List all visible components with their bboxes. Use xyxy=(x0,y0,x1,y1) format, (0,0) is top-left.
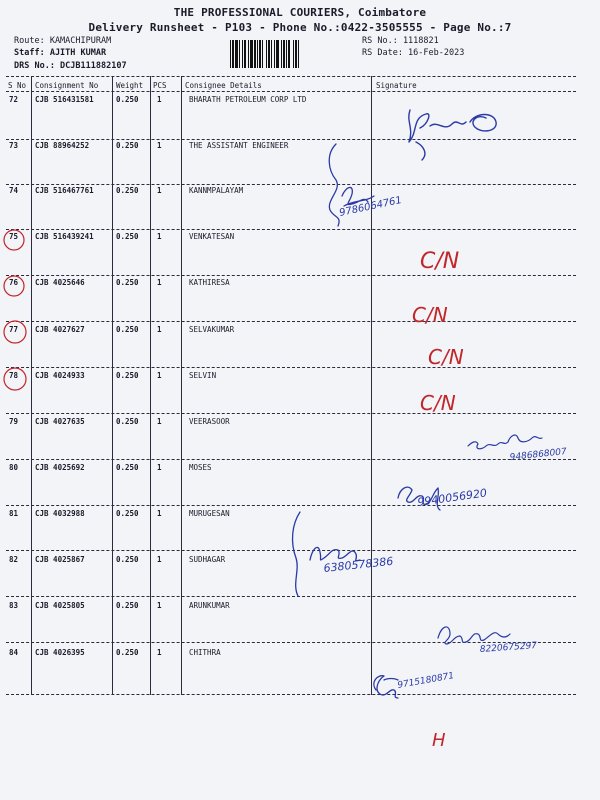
row-consignment: CJB 4027627 xyxy=(35,325,85,334)
barcode-bar xyxy=(283,40,285,68)
row-consignee: CHITHRA xyxy=(189,648,221,657)
cn-mark-row-77: C/N xyxy=(428,345,464,369)
header-weight: Weight xyxy=(116,81,144,90)
company-title: THE PROFESSIONAL COURIERS, Coimbatore xyxy=(173,6,427,19)
row-divider xyxy=(6,413,576,414)
staff-label: Staff: AJITH KUMAR xyxy=(14,48,107,58)
row-sno: 79 xyxy=(9,417,19,426)
barcode-bar xyxy=(286,40,287,68)
row-weight: 0.250 xyxy=(116,95,139,104)
rs-number: RS No.: 1118821 xyxy=(362,36,439,46)
row-consignment: CJB 516431581 xyxy=(35,95,94,104)
row-consignee: SELVAKUMAR xyxy=(189,325,235,334)
row-consignment: CJB 516467761 xyxy=(35,186,94,195)
row-consignment: CJB 4025646 xyxy=(35,278,85,287)
runsheet-subtitle: Delivery Runsheet - P103 - Phone No.:0422-3505555 - Page No.:7 xyxy=(88,21,512,34)
header-signature: Signature xyxy=(376,81,417,90)
row-pcs: 1 xyxy=(157,141,162,150)
table-row xyxy=(0,186,600,232)
row-sno: 72 xyxy=(9,95,19,104)
row-weight: 0.250 xyxy=(116,371,139,380)
row-weight: 0.250 xyxy=(116,555,139,564)
row-sno: 74 xyxy=(9,186,19,195)
row-consignment: CJB 88964252 xyxy=(35,141,90,150)
row-divider xyxy=(6,275,576,276)
signature-note-row-82: 6380578386 xyxy=(322,554,394,575)
row-consignment: CJB 4027635 xyxy=(35,417,85,426)
barcode-bar xyxy=(268,40,270,68)
barcode-bar xyxy=(293,40,294,68)
row-divider xyxy=(6,229,576,230)
row-weight: 0.250 xyxy=(116,325,139,334)
row-consignee: KANNMPALAYAM xyxy=(189,186,244,195)
barcode-bar xyxy=(250,40,253,68)
barcode-bar xyxy=(274,40,275,68)
row-sno: 83 xyxy=(9,601,19,610)
row-consignment: CJB 4032988 xyxy=(35,509,85,518)
signature-note-row-83: 8220675297 xyxy=(479,641,538,655)
row-consignment: CJB 4025805 xyxy=(35,601,85,610)
row-sno: 73 xyxy=(9,141,19,150)
row-divider xyxy=(6,367,576,368)
barcode-bar xyxy=(232,40,234,68)
row-pcs: 1 xyxy=(157,232,162,241)
row-sno: 82 xyxy=(9,555,19,564)
row-consignee: VEERASOOR xyxy=(189,417,230,426)
route-label: Route: KAMACHIPURAM xyxy=(14,36,112,46)
row-divider xyxy=(6,184,576,185)
barcode-bar xyxy=(259,40,261,68)
drs-number: DRS No.: DCJB111882107 xyxy=(14,61,127,71)
row-weight: 0.250 xyxy=(116,278,139,287)
row-divider xyxy=(6,694,576,695)
barcode-bar xyxy=(298,40,299,68)
signature-note-row-79: 9486868007 xyxy=(509,447,568,463)
row-divider xyxy=(6,505,576,506)
barcode-bar xyxy=(248,40,249,68)
row-consignment: CJB 4025867 xyxy=(35,555,85,564)
row-sno: 76 xyxy=(9,278,19,287)
row-weight: 0.250 xyxy=(116,186,139,195)
table-row xyxy=(0,555,600,601)
table-row xyxy=(0,95,600,141)
barcode xyxy=(230,40,358,68)
barcode-bar xyxy=(242,40,243,68)
row-consignment: CJB 4026395 xyxy=(35,648,85,657)
rs-date: RS Date: 16-Feb-2023 xyxy=(362,48,465,58)
row-pcs: 1 xyxy=(157,555,162,564)
table-row xyxy=(0,371,600,417)
table-top-rule xyxy=(6,76,576,77)
row-sno: 77 xyxy=(9,325,19,334)
barcode-bar xyxy=(257,40,258,68)
row-pcs: 1 xyxy=(157,186,162,195)
table-row xyxy=(0,509,600,555)
footer-mark: H xyxy=(432,730,446,751)
signature-note-row-73: 9786064761 xyxy=(338,194,403,219)
row-pcs: 1 xyxy=(157,601,162,610)
barcode-bar xyxy=(266,40,267,68)
barcode-bar xyxy=(262,40,263,68)
row-consignee: SUDHAGAR xyxy=(189,555,226,564)
row-sno: 80 xyxy=(9,463,19,472)
barcode-bar xyxy=(276,40,279,68)
table-row xyxy=(0,278,600,324)
row-consignment: CJB 4025692 xyxy=(35,463,85,472)
barcode-bar xyxy=(244,40,246,68)
header-consignment: Consignment No xyxy=(35,81,99,90)
barcode-bar xyxy=(235,40,238,68)
table-row xyxy=(0,417,600,463)
row-weight: 0.250 xyxy=(116,417,139,426)
row-sno: 84 xyxy=(9,648,19,657)
barcode-bar xyxy=(281,40,282,68)
cn-mark-row-78: C/N xyxy=(420,391,456,415)
row-consignee: ARUNKUMAR xyxy=(189,601,230,610)
barcode-bar xyxy=(288,40,290,68)
row-divider xyxy=(6,550,576,551)
header-pcs: PCS xyxy=(153,81,167,90)
row-divider xyxy=(6,596,576,597)
barcode-bar xyxy=(254,40,256,68)
row-consignee: BHARATH PETROLEUM CORP LTD xyxy=(189,95,307,104)
row-consignee: SELVIN xyxy=(189,371,217,380)
row-sno: 75 xyxy=(9,232,19,241)
barcode-bar xyxy=(295,40,297,68)
row-weight: 0.250 xyxy=(116,141,139,150)
row-divider xyxy=(6,321,576,322)
row-sno: 78 xyxy=(9,371,19,380)
barcode-bar xyxy=(239,40,240,68)
row-pcs: 1 xyxy=(157,509,162,518)
table-row xyxy=(0,601,600,647)
row-consignee: VENKATESAN xyxy=(189,232,235,241)
row-pcs: 1 xyxy=(157,463,162,472)
barcode-bar xyxy=(271,40,272,68)
row-pcs: 1 xyxy=(157,648,162,657)
row-divider xyxy=(6,139,576,140)
signature-note-row-80: 9940056920 xyxy=(416,486,488,509)
row-pcs: 1 xyxy=(157,278,162,287)
row-pcs: 1 xyxy=(157,95,162,104)
row-consignee: MURUGESAN xyxy=(189,509,230,518)
row-weight: 0.250 xyxy=(116,648,139,657)
row-consignment: CJB 4024933 xyxy=(35,371,85,380)
row-consignment: CJB 516439241 xyxy=(35,232,94,241)
row-consignee: THE ASSISTANT ENGINEER xyxy=(189,141,289,150)
row-weight: 0.250 xyxy=(116,601,139,610)
table-row xyxy=(0,463,600,509)
table-row xyxy=(0,232,600,278)
row-sno: 81 xyxy=(9,509,19,518)
header-sno: S No xyxy=(8,81,27,90)
row-weight: 0.250 xyxy=(116,232,139,241)
table-row xyxy=(0,141,600,187)
cn-mark-row-76: C/N xyxy=(412,303,448,327)
signature-note-row-84: 9715180871 xyxy=(396,671,455,691)
row-weight: 0.250 xyxy=(116,509,139,518)
row-pcs: 1 xyxy=(157,371,162,380)
barcode-bar xyxy=(230,40,231,68)
row-divider xyxy=(6,642,576,643)
table-row xyxy=(0,325,600,371)
row-consignee: KATHIRESA xyxy=(189,278,230,287)
header-consignee: Consignee Details xyxy=(185,81,262,90)
row-divider xyxy=(6,459,576,460)
row-weight: 0.250 xyxy=(116,463,139,472)
row-pcs: 1 xyxy=(157,325,162,334)
row-pcs: 1 xyxy=(157,417,162,426)
cn-mark-row-75: C/N xyxy=(420,249,460,274)
table-row xyxy=(0,648,600,694)
row-consignee: MOSES xyxy=(189,463,212,472)
header-rule xyxy=(6,91,576,92)
